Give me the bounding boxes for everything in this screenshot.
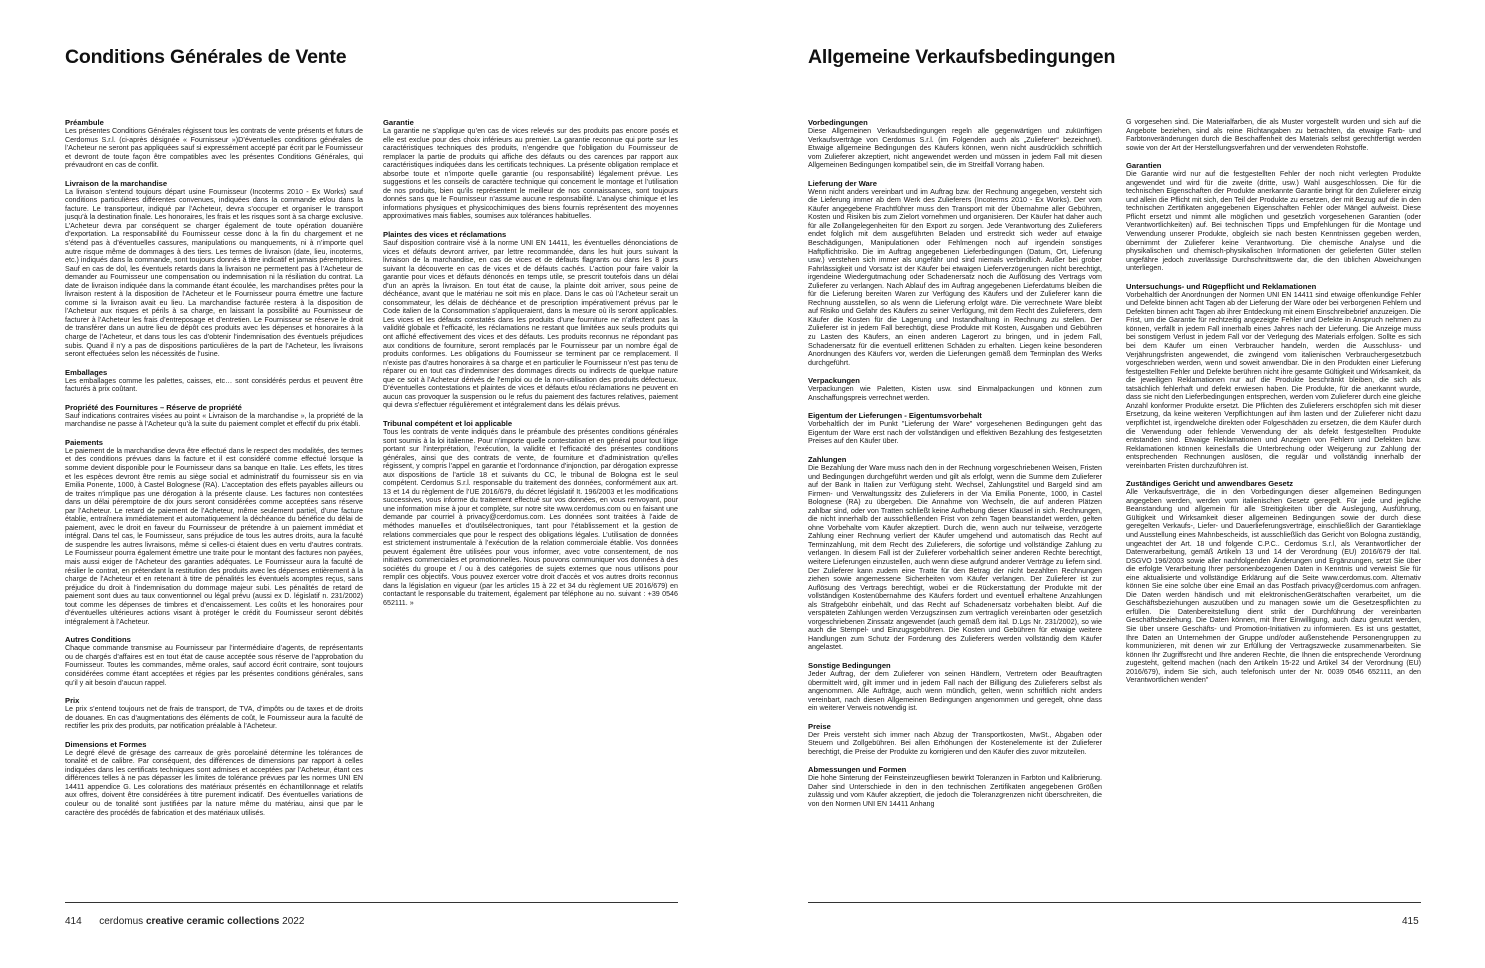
section-text: Der Preis versteht sich immer nach Abzug der Transportkosten, MwSt., Abgaben oder Steuern und Zollgebühren. Bei allen Erhöhungen der Kostenelemente ist der Zulieferer berechtigt, die Preise der Produkte zu korrigieren und den Käufer dies zuvor mitzuteilen. [808,730,1102,756]
section-heading: Vorbedingungen [808,118,868,127]
section-text: Verpackungen wie Paletten, Kisten usw. sind Einmalpackungen und können zum Anschaffungspreis verrechnet werden. [808,385,1102,402]
section-text: Die Garantie wird nur auf die festgestellten Fehler der noch nicht verlegten Produkte angewendet und wird für die zweite (dritte, usw.) Wahl ausgeschlossen. Die für die technischen Eigenschaften der Produkte anerkannte Garantie bringt für den Zulieferer einzig und allein die Pflicht mit sich, den Teil der Produkte zu ersetzen, der mit Bezug auf die in den technischen Zertifikaten angegebenen Eigenschaften Fehler oder Mängel aufweist. Diese Pflicht ersetzt und nimmt alle möglichen und gesetzlich vorgesehenen Garantien (oder Verantwortlichkeiten) auf. Bei technischen Tipps und Empfehlungen für die Montage und Verwendung unserer Produkte, obgleich sie nach besten Kenntnissen gegeben werden, übernimmt der Zulieferer keine Verantwortung. Die chemische Analyse und die physikalischen und chemisch-physikalischen Informationen der gelieferten Güter stellen ungefähre jedoch zuverlässige Durchschnittswerte dar, die den üblichen Abweichungen unterliegen. [1126,170,1421,273]
section-text: Les emballages comme les palettes, caisses, etc… sont considérés perdus et peuvent être facturés à prix coûtant. [65,376,363,394]
section-heading: Preise [808,721,831,731]
section-heading: Plaintes des vices et réclamations [383,230,507,240]
section-heading: Dimensions et Formes [65,739,147,749]
footer-collection: creative ceramic collections [145,916,280,927]
section-text: Vorbehaltlich der Anordnungen der Normen UNI EN 14411 sind etwaige offenkundige Fehler und Defekte binnen acht Tagen ab der Lieferung der Ware oder bei verborgenen Fehlern und Defekten binnen acht Tagen ab ihrer Entdeckung mit einem Einschreibebrief anzuzeigen. Die Frist, um die Garantie für rechtzeitig angezeigte Fehler und Defekte in Anspruch nehmen zu können, verfällt in jedem Fall innerhalb eines Jahres nach der Lieferung. Die Anzeige muss bei sonstigem Verlust in jedem Fall vor der Verlegung des Materials erfolgen. Sollte es sich bei dem Käufer um einen Verbraucher handeln, werden die Ausschluss- und Verjährungsfristen angewendet, die zwingend vom italienischen Verbrauchergesetzbuch vorgeschrieben werden, wenn und soweit anwendbar. Die in den Produkten einer Lieferung festgestellten Fehler und Defekte berühren nicht ihre gesamte Gültigkeit und Wirksamkeit, da die jeweiligen Reklamationen nur auf die Produkte beschränkt bleiben, die sich als tatsächlich fehlerhaft und defekt erwiesen haben. Die Produkte, für die anerkannt wurde, dass sie nicht den Lieferbedingungen entsprechen, werden vom Zulieferer durch eine gleiche Anzahl konformer Produkte ersetzt. Die Pflichten des Zulieferers erschöpfen sich mit dieser Ersetzung, da keine weiteren Verpflichtungen auf ihm lasten und der Zulieferer nicht dazu verpflichtet ist, irgendwelche direkten oder Folgeschäden zu ersetzen, die dem Käufer durch die Verwendung oder fehlende Verwendung der als defekt festgestellten Produkte entstanden sind. Etwaige Reklamationen und Anzeigen von Fehlern und Defekten bzw. Reklamationen können keinesfalls die Unterbrechung oder Weigerung zur Zahlung der entsprechenden Rechnungen auslösen, die regulär und vollständig innerhalb der vereinbarten Fristen durchzuführen ist. [1126,290,1421,470]
section-text: Wenn nicht anders vereinbart und im Auftrag bzw. der Rechnung angegeben, versteht sich die Lieferung immer ab dem Werk des Zulieferers (Incoterms 2010 - Ex Works). Der vom Käufer angegebene Frachtführer muss den Transport mit der Übernahme aller Gebühren, Kosten und Risiken bis zum Zielort vornehmen und organisieren. Der Käufer hat daher auch für alle Zollangelegenheiten für den Export zu sorgen. Jede Verantwortung des Zulieferers endet folglich mit dem ausgeführten Beladen und erstreckt sich weder auf etwaige Beschädigungen, Manipulationen oder Fehlmengen noch auf irgendein sonstiges Haftpflichtrisiko. Die im Auftrag angegebenen Lieferbedingungen (Datum, Ort, Lieferung usw.) verstehen sich immer als ungefähr und sind niemals verbindlich. Außer bei grober Fahrlässigkeit und Vorsatz ist der Käufer bei etwaigen Lieferverzögerungen nicht berechtigt, irgendeine Wiedergutmachung oder Schadenersatz noch die Auflösung des Vertrags vom Zulieferer zu verlangen. Nach Ablauf des im Auftrag angegebenen Lieferdatums bleiben die für die Lieferung bereiten Waren zur Verfügung des Käufers und der Zulieferer kann die Rechnung ausstellen, so als wenn die Lieferung erfolgt wäre. Die verrechnete Ware bleibt auf Risiko und Gefahr des Käufers zu seiner Verfügung, mit dem Recht des Zulieferers, dem Käufer die Kosten für die Lagerung und Instandhaltung in Rechnung zu stellen. Der Zulieferer ist in jedem Fall berechtigt, diese Produkte mit Kosten, Ausgaben und Gebühren zu Lasten des Käufers, an einen anderen Lagerort zu bringen, und in jedem Fall, Schadenersatz für die eventuell erlittenen Schäden zu erhalten. Liegen keine besonderen Anordnungen des Käufers vor, werden die Lieferungen gemäß dem Terminplan des Werks durchgeführt. [808,187,1102,367]
section-heading: Sonstige Bedingungen [808,660,891,670]
section-text: Sauf indications contraires visées au point « Livraison de la marchandise », la propriété de la marchandise ne passe à l’Acheteur qu’à la suite du paiement complet et effectif du prix établi. [65,411,363,429]
left-footer-rule [65,902,678,903]
section-text: Die hohe Sinterung der Feinsteinzeugfliesen bewirkt Toleranzen in Farbton und Kalibrierung. Daher sind Unterschiede in den in den technischen Zertifikaten angegebenen Größen zulässig und vom Käufer akzeptiert, die jedoch die Toleranzgrenzen nicht überschreiten, die von den Normen UNI EN 14411 Anhang [808,774,1102,808]
left-footer [65,916,304,927]
left-column-1 [65,118,363,893]
left-page-title: Conditions Générales de Vente [65,46,347,68]
section-heading: Préambule [65,118,104,127]
section-text: Les présentes Conditions Générales régissent tous les contrats de vente présents et futurs de Cerdomus S.r.l. (ci-après désignée « Fournisseur »)D’éventuelles conditions générales de l’Acheteur ne seront pas appliquées sauf si expressément accepté par écrit par le Fournisseur et devront de toute façon être compatibles avec les présentes Conditions Générales, qui prévaudront en cas de conflit. [65,127,363,170]
section-text: La garantie ne s’applique qu’en cas de vices relevés sur des produits pas encore posés et elle est exclue pour des choix inférieurs au premier. La garantie reconnue qui porte sur les caractéristiques techniques des produits, n’engendre que l’obligation du Fournisseur de remplacer la partie de produits qui affiche des défauts ou des carences par rapport aux caractéristiques indiquées dans les certificats techniques. La présente obligation remplace et absorbe toute et n’importe quelle garantie (ou responsabilité) légalement prévue. Les suggestions et les conseils de caractère technique qui concernent le montage et l’utilisation de nos produits, bien qu’ils représentent le meilleur de nos connaissances, sont toujours donnés sans que le Fournisseur n’assume aucune responsabilité. L’analyse chimique et les informations physiques et physicochimiques des biens fournis représentent des moyennes approximatives mais fiables, soumises aux tolérances habituelles. [383,127,678,221]
right-footer-rule [808,902,1421,903]
section-text: G vorgesehen sind. Die Materialfarben, die als Muster vorgestellt wurden und sich auf die Angebote beziehen, sind als reine Richtangaben zu betrachten, da etwaige Farb- und Farbtonveränderungen durch die Beschaffenheit des Materials selbst gerechtfertigt werden sowie von der Art der Herstellungsverfahren und der verwendeten Rohstoffe. [1126,118,1421,152]
right-column-2 [1126,118,1421,748]
section-text: Le degré élevé de grésage des carreaux de grès porcelainé détermine les tolérances de tonalité et de calibre. Par conséquent, des différences de dimensions par rapport à celles indiquées dans les certificats techniques sont admises et acceptées par l’Acheteur, étant ces différences telles à ne pas dépasser les limites de tolérance prévues par les normes UNI EN 14411 appendice G. Les colorations des matériaux présentés en échantillonnage et relatifs aux offres, doivent être considérées à titre purement indicatif. Des éventuelles variations de couleur ou de tonalité sont justifiées par la nature même du matériau, ainsi que par le caractère des procédés de fabrication et des matériaux utilisés. [65,748,363,817]
section-text: Die Bezahlung der Ware muss nach den in der Rechnung vorgeschriebenen Weisen, Fristen und Bedingungen durchgeführt werden und gilt als erfolgt, wenn die Summe dem Zulieferer auf der Bank in Italien zur Verfügung steht. Wechsel, Zahlungstitel und Bargeld sind am Firmen- und Verwaltungssitz des Zulieferers in der Via Emilia Ponente, 1000, in Castel Bolognese (RA) zu übergeben. Die Annahme von Wechseln, die auf anderen Plätzen zahlbar sind, oder von Tratten schließt keine Aufhebung dieser Klausel in sich. Rechnungen, die nicht innerhalb der ausschließenden Frist von zehn Tagen beanstandet werden, gelten ohne Vorbehalte vom Käufer akzeptiert. Durch die, wenn auch nur teilweise, verzögerte Zahlung einer Rechnung verliert der Käufer umgehend und automatisch das Recht auf Terminzahlung, mit dem Recht des Zulieferers, die sofortige und vollständige Zahlung zu verlangen. In diesem Fall ist der Zulieferer vorbehaltlich seiner anderen Rechte berechtigt, weitere Lieferungen einzustellen, auch wenn diese aufgrund anderer Verträge zu liefern sind. Der Zulieferer kann zudem eine Tratte für den Betrag der nicht bezahlten Rechnungen ziehen sowie angemessene Sicherheiten vom Käufer verlangen. Der Zulieferer ist zur Auflösung des Vertrags berechtigt, wobei er die Rückerstattung der Produkte mit der vollständigen Kostenübernahme des Käufers fordert und eventuell erhaltene Anzahlungen als Strafgebühr einbehält, und das Recht auf Schadenersatz vorbehalten bleibt. Auf die verspäteten Zahlungen werden Verzugszinsen zum vertraglich vereinbarten oder gesetzlich vorgeschriebenen Zinssatz angewendet (auch gemäß dem ital. D.Lgs Nr. 231/2002), so wie auch die Stempel- und Einzugsgebühren. Die Kosten und Gebühren für etwaige weitere Handlungen zum Schutz der Forderung des Zulieferers werden vollständig dem Käufer angelastet. [808,463,1102,652]
section-text: Tous les contrats de vente indiqués dans le préambule des présentes conditions générales sont soumis à la loi italienne. Pour n’importe quelle contestation et en général pour tout litige portant sur l’interprétation, l’exécution, la validité et l’efficacité des présentes conditions générales, ainsi que des contrats de vente, de fourniture et d’administration qu’elles régissent, y compris l’appel en garantie et l’ordonnance d’injonction, par dérogation expresse aux dispositions de l’article 18 et suivants du CC, le tribunal de Bologna est le seul compétent. Cerdomus S.r.l. responsable du traitement des données, conformément aux art. 13 et 14 du règlement de l’UE 2016/679, du décret législatif It. 196/2003 et les modifications successives, vous informe du traitement effectué sur vos données, en vous renvoyant, pour une information mise à jour et complète, sur notre site www.cerdomus.com ou en faisant une demande par courriel à privacy@cerdomus.com. Les données sont traitées à l’aide de méthodes manuelles et d’outilsélectroniques, tant pour l’établissement et la gestion de relations commerciales que pour le respect des obligations légales. L’utilisation de données est strictement instrumentale à l’exécution de la relation commerciale établie. Vos données peuvent également être utilisées pour vous informer, avec votre consentement, de nos initiatives commerciales et promotionnelles. Nous pouvons communiquer vos données à des sociétés du groupe et / ou à des catégories de sujets externes que nous utilisons pour remplir ces objectifs. Vous pouvez exercer votre droit d’accès et vos autres droits reconnus dans la législation en vigueur (par les articles 15 à 22 et 34 du règlement UE 2016/679) en contactant le responsable du traitement, également par téléphone au no. suivant : +39 0546 652111. » [383,427,678,607]
section-text: Alle Verkaufsverträge, die in den Vorbedingungen dieser allgemeinen Bedingungen angegeben werden, werden vom italienischen Gesetz geregelt. Für jede und jegliche Beanstandung und allgemein für alle Streitigkeiten über die Auslegung, Ausführung, Gültigkeit und Wirksamkeit dieser allgemeinen Bedingungen sowie der durch diese geregelten Verkaufs-, Liefer- und Dauerlieferungsverträge, einschließlich der Garantieklage und Ausstellung eines Mahnbescheids, ist ausschließlich das Gericht von Bologna zuständig, ungeachtet der Art. 18 und folgende C.P.C.. Cerdomus S.r.l, als Verantwortlicher der Datenverarbeitung, gemäß Artikeln 13 und 14 der Verordnung (EU) 2016/679 der Ital. DSGVO 196/2003 sowie aller nachfolgenden Änderungen und Ergänzungen, setzt Sie über die erfolgte Verarbeitung Ihrer personenbezogenen Daten in Kenntnis und verweist Sie für eine aktualisierte und vollständige Erklärung auf die Seite www.cerdomus.com. Alternativ können Sie eine solche über eine Email an das Postfach privacy@cerdomus.com anfragen. Die Daten werden händisch und mit elektronischenGerätschaften verarbeitet, um die Geschäftsbeziehungen auszuüben und zu managen sowie um die Gesetzespflichten zu erfüllen. Die Datenbereitstellung dient strikt der Durchführung der vereinbarten Geschäftsbeziehung. Die Daten können, mit Ihrer Einwilligung, auch dazu genutzt werden, Sie über unsere Geschäfts- und Promotion-Initiativen zu informieren. Es ist uns gestattet, Ihre Daten an Unternehmen der Gruppe und/oder außenstehende Personengruppen zu kommunizieren, mit denen wir zur Erfüllung der Vertragszwecke zusammenarbeiten. Sie können Ihr Zugriffsrecht und Ihre anderen Rechte, die Ihnen die entsprechende Verordnung zugesteht, geltend machen (nach den Artikeln 15-22 und Artikel 34 der Verordnung (EU) 2016/679), indem Sie sich, auch telefonisch unter der Nr. 0039 0546 652111, an den Verantwortlichen wenden" [1126,488,1421,685]
section-heading: Eigentum der Lieferungen - Eigentumsvorbehalt [808,411,982,421]
section-heading: Garantien [1126,161,1162,171]
footer-year: 2022 [282,916,305,927]
section-text: Le paiement de la marchandise devra être effectué dans le respect des modalités, des termes et des conditions prévues dans la facture et il est considéré comme effectué lorsque la somme devient disponible pour le Fournisseur dans sa banque en Italie. Les effets, les titres et les espèces devront être remis au siège social et administratif du fournisseur sis en via Emilia Ponente, 1000, à Castel Bolognese (RA). L’acceptation des effets payables ailleurs ou de traites n’implique pas une dérogation à la présente clause. Les factures non contestées dans un délai péremptoire de dix jours seront considérées comme acceptées sans réserve par l’Acheteur. Le retard de paiement de l’Acheteur, même seulement partiel, d’une facture établie, entraînera immédiatement et automatiquement la déchéance du bénéfice du délai de paiement, avec le droit en faveur du Fournisseur de prétendre à un paiement immédiat et intégral. Dans tel cas, le Fournisseur, sans préjudice de tous les autres droits, aura la faculté de suspendre les autres livraisons, même si celles-ci étaient dues en vertu d’autres contrats. Le Fournisseur pourra également émettre une traite pour le montant des factures non payées, mais aussi exiger de l’Acheteur des garanties adéquates. Le Fournisseur aura la faculté de résilier le contrat, en prétendant la restitution des produits avec les dépenses entièrement à la charge de l’Acheteur et en retenant à titre de pénalités les éventuels acomptes reçus, sans préjudice du droit à l’indemnisation du dommage majeur subi. Les pénalités de retard de paiement sont dues au taux conventionnel ou légal prévu (aussi ex D. législatif n. 231/2002) tout comme les dépenses de timbres et d’encaissement. Les coûts et les honoraires pour d’éventuelles ultérieures actions visant à protéger le crédit du Fournisseur seront débités intégralement à l’Acheteur. [65,446,363,626]
section-text: Vorbehaltlich der im Punkt "Lieferung der Ware" vorgesehenen Bedingungen geht das Eigentum der Ware erst nach der vollständigen und effektiven Bezahlung des festgesetzten Preises auf den Käufer über. [808,420,1102,446]
section-heading: Zahlungen [808,454,847,464]
right-page-number: 415 [1402,916,1419,927]
section-heading: Abmessungen und Formen [808,765,907,775]
left-column-2 [383,118,678,678]
section-text: Jeder Auftrag, der dem Zulieferer von seinen Händlern, Vertretern oder Beauftragten übermittelt wird, gilt immer und in jedem Fall nach der Billigung des Zulieferers selbst als angenommen. Alle Aufträge, auch wenn mündlich, gelten, wenn schriftlich nicht anders vereinbart, nach diesen Allgemeinen Bedingungen angenommen und geregelt, ohne dass ein weiterer Verweis notwendig ist. [808,669,1102,713]
section-heading: Emballages [65,367,108,377]
section-text: Le prix s’entend toujours net de frais de transport, de TVA, d’impôts ou de taxes et de droits de douanes. En cas d’augmentations des éléments de coût, le Fournisseur aura la faculté de rectifier les prix des produits, par notification préalable à l’Acheteur. [65,705,363,731]
section-heading: Propriété des Fournitures – Réserve de propriété [65,402,242,412]
section-heading: Untersuchungs- und Rügepflicht und Reklamationen [1126,281,1317,291]
section-heading: Paiements [65,437,103,447]
section-heading: Verpackungen [808,376,860,386]
section-heading: Prix [65,696,80,706]
section-text: La livraison s’entend toujours départ usine Fournisseur (Incoterms 2010 - Ex Works) sauf conditions particulières différentes convenues, indiquées dans la commande et/ou dans la facture. Le transporteur, indiqué par l’Acheteur, devra s’occuper et organiser le transport jusqu’à la destination finale. Les honoraires, les frais et les risques sont à sa charge exclusive. L’Acheteur devra par conséquent se charger également de toute opération douanière d’exportation. La responsabilité du Fournisseur cesse donc à la fin du chargement et ne s’étend pas à d’éventuelles cassures, manipulations ou manquements, ni à n’importe quel autre risque même de dommages à des tiers. Les termes de livraison (date, lieu, incoterms, etc.) indiqués dans la commande, sont toujours donnés à titre indicatif et jamais péremptoires. Sauf en cas de dol, les éventuels retards dans la livraison ne permettent pas à l’Acheteur de demander au Fournisseur une compensation ou indemnisation ni la résiliation du contrat. La date de livraison indiquée dans la commande étant écoulée, les marchandises prêtes pour la livraison restent à la disposition de l’Acheteur et le Fournisseur pourra émettre une facture comme si la livraison avait eu lieu. La marchandise facturée restera à la disposition de l’Acheteur aux risques et périls à sa charge, en laissant la possibilité au Fournisseur de facturer à l’Acheteur les frais d’entreposage et d’entretien. Le Fournisseur se réserve le droit de transférer dans un autre lieu de dépôt ces produits avec les dépenses et honoraires à la charge de l’Acheteur, et dans tous les cas d’obtenir l’indemnisation des éventuels préjudices subis. Quand il n’y a pas de dispositions particulières de la part de l’Acheteur, les livraisons seront effectuées selon les nécessités de l’usine. [65,187,363,359]
footer-brand: cerdomus [99,916,144,927]
section-heading: Lieferung der Ware [808,178,877,188]
left-page-number: 414 [65,916,82,927]
section-heading: Tribunal compétent et loi applicable [383,418,513,428]
section-heading: Zuständiges Gericht und anwendbares Gesetz [1126,479,1294,489]
section-text: Diese Allgemeinen Verkaufsbedingungen regeln alle gegenwärtigen und zukünftigen Verkaufsverträge von Cerdomus S.r.l. (im Folgenden auch als „Zulieferer“ bezeichnet). Etwaige allgemeine Bedingungen des Käufers können, wenn nicht ausdrücklich schriftlich vom Zulieferer akzeptiert, nicht angewendet werden und müssen in jedem Fall mit diesen Allgemeinen Bedingungen kompatibel sein, die im Streitfall Vorrang haben. [808,127,1102,170]
section-heading: Garantie [383,118,414,127]
right-page-title: Allgemeine Verkaufsbedingungen [808,46,1116,68]
section-heading: Livraison de la marchandise [65,178,168,188]
right-column-1 [808,118,1102,893]
section-text: Sauf disposition contraire visé à la norme UNI EN 14411, les éventuelles dénonciations de vices et défauts devront arriver, par lettre recommandée, dans les huit jours suivant la livraison de la marchandise, en cas de vices et de défauts flagrants ou dans les 8 jours suivant la découverte en cas de vices et de défauts cachés. L’action pour faire valoir la garantie pour vices et défauts dénoncés en temps utile, se prescrit toutefois dans un délai d’un an après la livraison. En tout état de cause, la plainte doit arriver, sous peine de déchéance, avant que le matériau ne soit mis en place. Dans le cas où l’Acheteur serait un consommateur, les délais de déchéance et de prescription impérativement prévus par le Code italien de la Consommation s’appliqueraient, dans la mesure où ils seront applicables. Les vices et les défauts constatés dans les produits d’une fourniture ne n’affectent pas la validité globale et l’efficacité, les réclamations ne restant que limitées aux seuls produits qui ont affiché effectivement des vices et des défauts. Les produits reconnus ne répondant pas aux conditions de fourniture, seront remplacés par le Fournisseur par un nombre égal de produits conformes. Les obligations du Fournisseur se terminent par ce remplacement. Il n’existe pas d’autres honoraires à sa charge et en particulier le Fournisseur n’est pas tenu de réparer ou en tout cas d’indemniser des dommages directs ou indirects de quelque nature que ce soit à l’Acheteur dérivés de l’emploi ou de la non-utilisation des produits défectueux. D’éventuelles contestations et plaintes de vices et défauts et/ou réclamations ne peuvent en aucun cas provoquer la suspension ou le refus du paiement des factures relatives, paiement qui devra s’effectuer régulièrement et intégralement dans les délais prévus. [383,239,678,410]
section-text: Chaque commande transmise au Fournisseur par l’intermédiaire d’agents, de représentants ou de chargés d’affaires est en tout état de cause acceptée sous réserve de l’approbation du Fournisseur. Toutes les commandes, même orales, sauf accord écrit contraire, sont toujours considérées comme étant acceptées et régies par les présentes conditions générales, sans qu’il y ait besoin d’aucun rappel. [65,644,363,687]
section-heading: Autres Conditions [65,635,131,645]
